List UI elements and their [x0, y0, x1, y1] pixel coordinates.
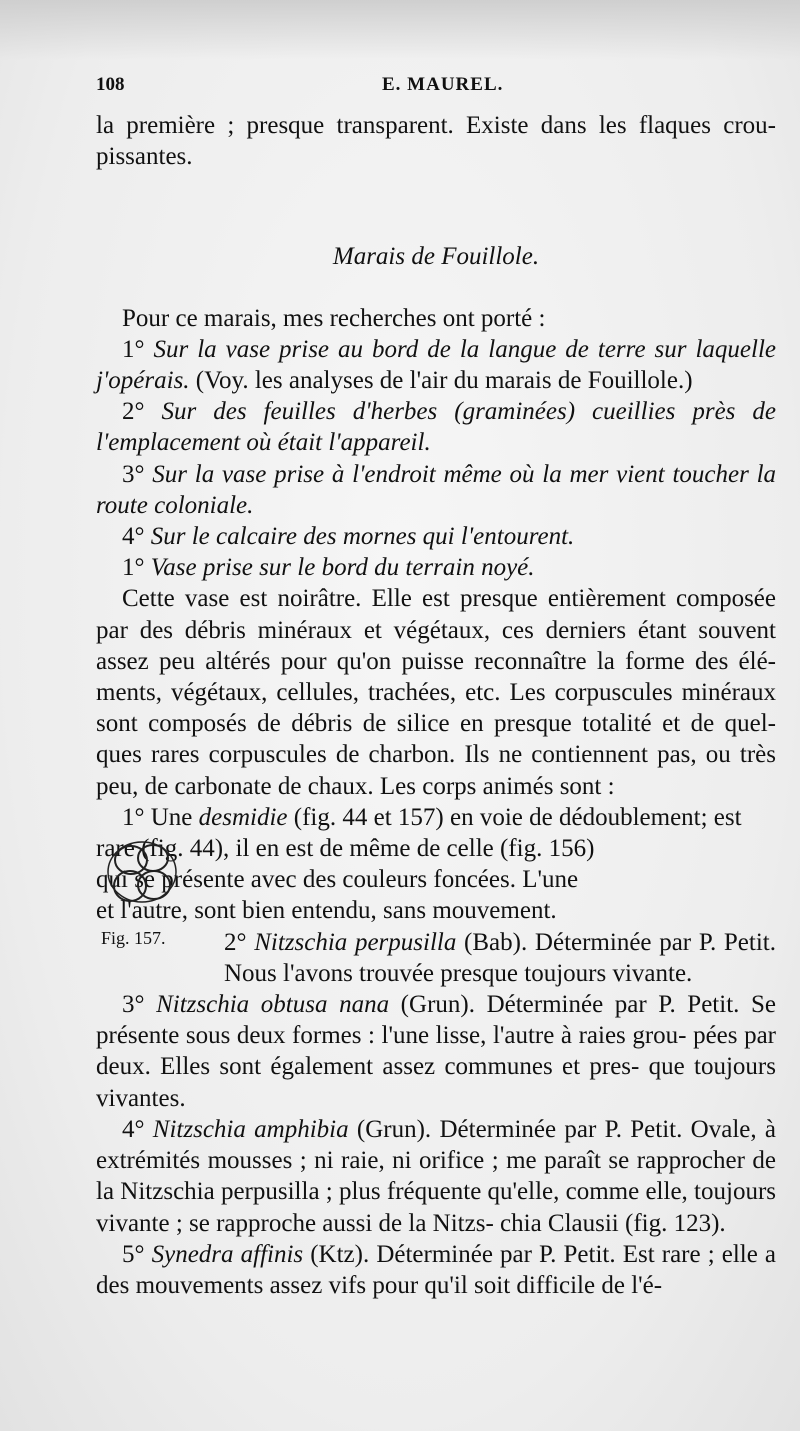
entry-nitzschia-obtusa: 3° Nitzschia obtusa nana (Grun). Déterminée par P. Petit. Se présente sous deux formes : l'une lisse, l'autre à raies grou- pées par deux. Elles sont également assez communes et pres- que toujours vivantes.	[96, 991, 776, 1112]
list-item: 4° Sur le calcaire des mornes qui l'entourent.	[122, 523, 575, 551]
running-header	[96, 74, 776, 104]
diatom-drawing-icon	[101, 838, 191, 918]
entry-nitzschia-amphibia: 4° Nitzschia amphibia (Grun). Déterminée par P. Petit. Ovale, à extrémités mousses ; ni raie, ni orifice ; me paraît se rapprocher de la Nitzschia perpusilla ; plus fréquente qu'elle, comme elle, toujours vivante ; se rapproche aussi de la Nitzs- chia Clausii (fig. 123).	[96, 1115, 776, 1237]
running-head-author: E. MAUREL.	[382, 74, 504, 95]
description-paragraph: Cette vase est noirâtre. Elle est presque entièrement composée par des débris minéraux et végétaux, ces derniers étant souvent assez peu altérés pour qu'on puisse reconnaître la forme des élé- ments, végétaux, cellules, trachées, etc. Les corpuscules minéraux sont composés de débris de silice en presque totalité et de quel- ques rares corpuscules de charbon. Ils ne contiennent pas, ou très peu, de carbonate de chaux. Les corps animés sont :	[96, 585, 776, 800]
entry-synedra-affinis: 5° Synedra affinis (Ktz). Déterminée par P. Petit. Est rare ; elle a des mouvements assez vifs pour qu'il soit difficile de l'é-	[96, 1240, 777, 1299]
list-item: 2° Sur des feuilles d'herbes (graminées) cueillies près de l'emplacement où était l'appareil.	[96, 398, 776, 457]
subheading: 1° Vase prise sur le bord du terrain noyé.	[122, 554, 535, 582]
list-item: 3° Sur la vase prise à l'endroit même où la mer vient toucher la route coloniale.	[96, 460, 777, 519]
section-title: Marais de Fouillole.	[332, 243, 540, 271]
intro-line: Pour ce marais, mes recherches ont porté :	[122, 304, 546, 332]
paragraph-continued: la première ; presque transparent. Existe dans les flaques crou- pissantes.	[96, 112, 776, 171]
list-item: 1° Sur la vase prise au bord de la langue de terre sur laquelle j'opérais. (Voy. les analyses de l'air du marais de Fouillole.)	[96, 335, 777, 395]
page-edge-shadow	[0, 0, 800, 60]
investigation-list	[96, 334, 776, 552]
page-number: 108	[96, 74, 125, 95]
figure-157	[101, 838, 206, 968]
entry-nitzschia-perpusilla: 2° Nitzschia perpusilla (Bab). Déterminée par P. Petit. Nous l'avons trouvée presque toujours vivante.	[224, 928, 776, 987]
figure-caption: Fig. 157.	[101, 928, 166, 948]
main-text	[96, 110, 776, 1301]
entry-desmidie-wrapped: rare (fig. 44), il en est de même de celle (fig. 156) qui se présente avec des couleurs foncées. L'une et l'autre, sont bien entendu, sans mouvement.	[96, 835, 595, 925]
entry-desmidie: 1° Une desmidie (fig. 44 et 157) en voie de dédoublement; est	[122, 803, 742, 831]
